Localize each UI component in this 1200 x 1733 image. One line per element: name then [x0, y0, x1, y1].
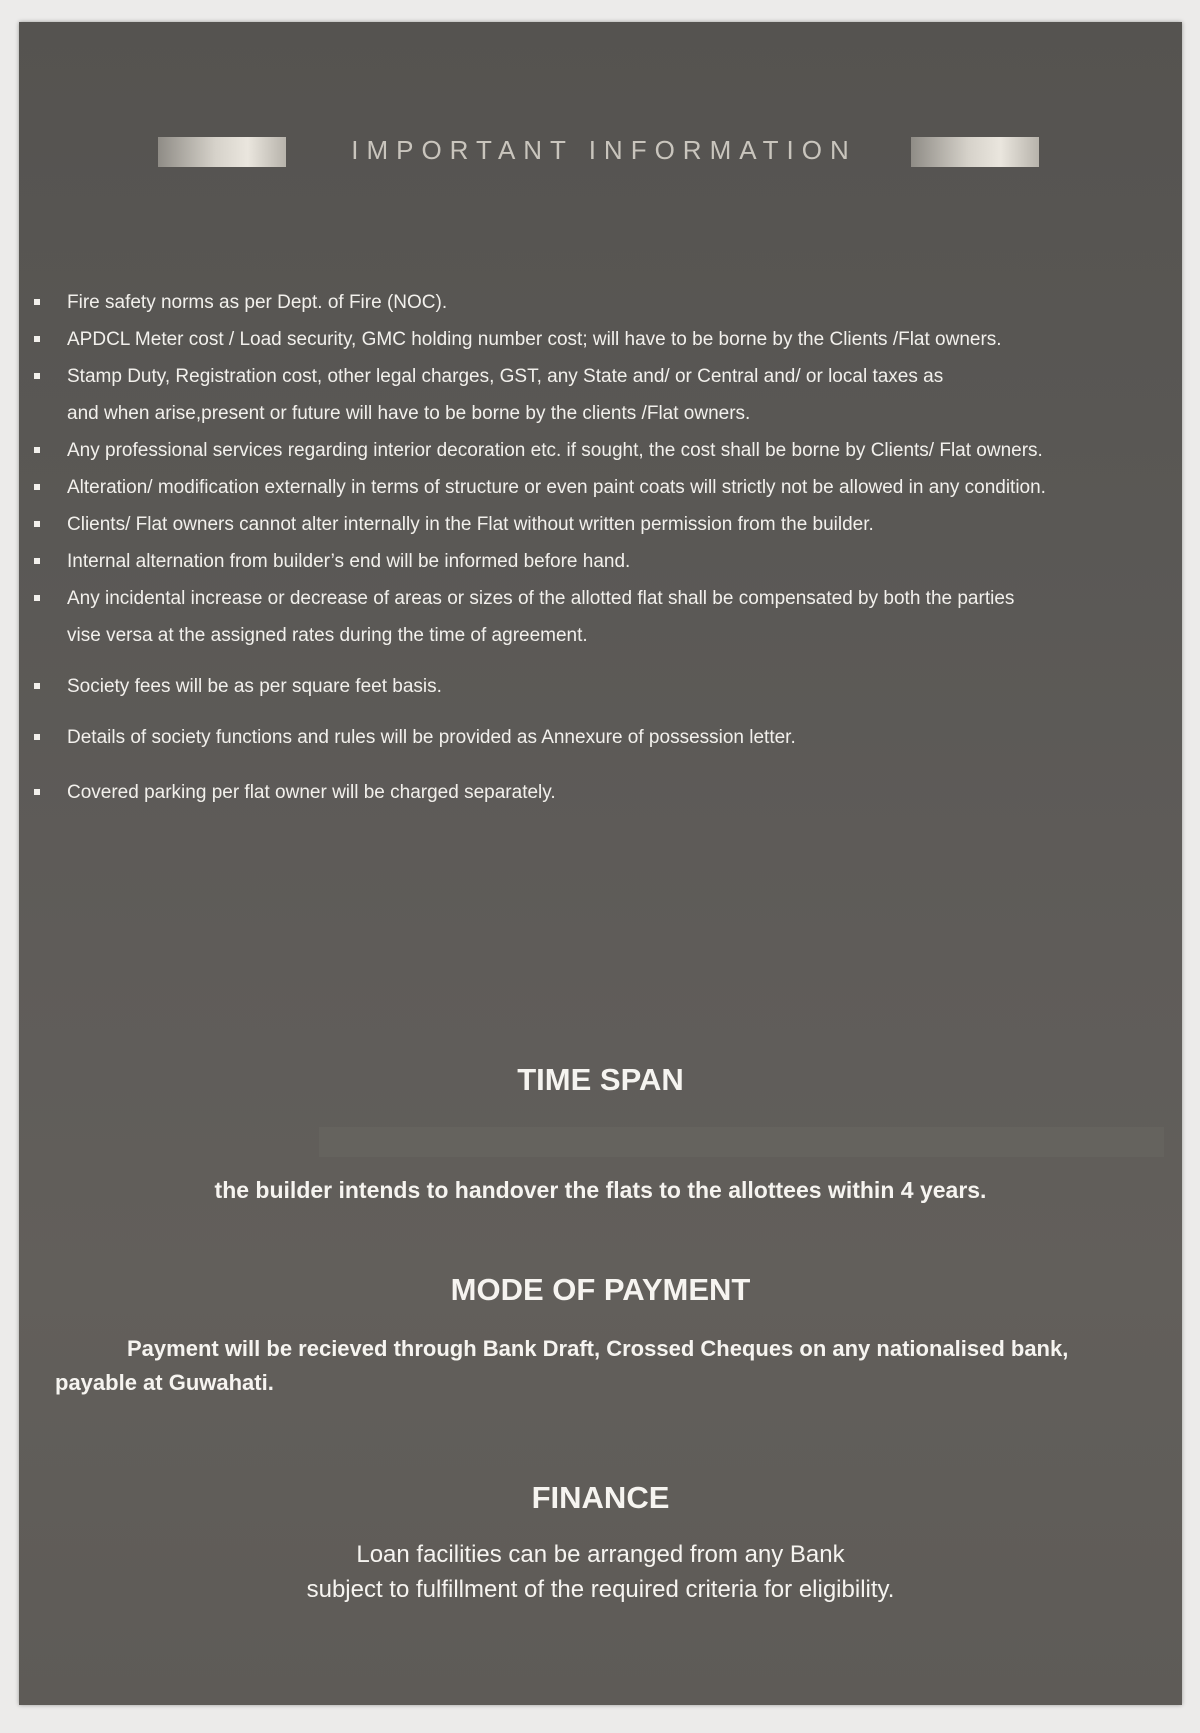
- time-span-heading: TIME SPAN: [517, 1062, 684, 1097]
- finance-heading: FINANCE: [531, 1480, 670, 1515]
- decorative-band: [319, 1127, 1164, 1157]
- bullet-icon: [34, 789, 40, 795]
- bullet-text: Internal alternation from builder’s end will be informed before hand.: [67, 551, 631, 572]
- bullet-icon: [34, 683, 40, 689]
- payment-text: Payment will be recieved through Bank Draft, Crossed Cheques on any nationalised bank, payable at Guwahati.: [55, 1336, 1069, 1395]
- bullet-item: [19, 719, 1169, 756]
- bullet-text: Fire safety norms as per Dept. of Fire (NOC).: [67, 292, 448, 313]
- bullet-text-continued: and when arise,present or future will have to be borne by the clients /Flat owners.: [67, 403, 751, 424]
- time-span-text: the builder intends to handover the flats to the allottees within 4 years.: [214, 1177, 987, 1203]
- finance-line-2: subject to fulfillment of the required criteria for eligibility.: [306, 1576, 895, 1603]
- bullet-item: [19, 543, 1169, 580]
- bullet-item: [19, 321, 1169, 358]
- bullet-item: [19, 506, 1169, 543]
- finance-line-1: Loan facilities can be arranged from any Bank: [356, 1541, 845, 1568]
- bullet-text: Stamp Duty, Registration cost, other legal charges, GST, any State and/ or Central and/ or local taxes as: [67, 366, 944, 387]
- bullet-icon: [34, 734, 40, 740]
- bullet-item: [19, 432, 1169, 469]
- bullet-text: Society fees will be as per square feet basis.: [67, 676, 442, 697]
- bullet-icon: [34, 373, 40, 379]
- bullet-text: Clients/ Flat owners cannot alter internally in the Flat without written permission from the builder.: [67, 514, 874, 535]
- bullet-item: [19, 284, 1169, 321]
- finance-text: [19, 1537, 1182, 1607]
- payment-heading: MODE OF PAYMENT: [450, 1272, 751, 1307]
- bullet-icon: [34, 595, 40, 601]
- bullet-item: [19, 774, 1169, 811]
- bullet-icon: [34, 521, 40, 527]
- bullet-text: Covered parking per flat owner will be charged separately.: [67, 782, 556, 803]
- title-decor-bar-right: [911, 137, 1039, 167]
- bullet-text: APDCL Meter cost / Load security, GMC holding number cost; will have to be borne by the Clients /Flat owners.: [67, 329, 1002, 350]
- title-decor-bar-left: [158, 137, 286, 167]
- page-title: IMPORTANT INFORMATION: [351, 135, 857, 165]
- bullet-icon: [34, 336, 40, 342]
- bullet-icon: [34, 299, 40, 305]
- title-row: [19, 117, 1182, 165]
- bullet-item: [19, 469, 1169, 506]
- info-bullet-list: [19, 284, 1169, 811]
- bullet-icon: [34, 558, 40, 564]
- bullet-item: [19, 580, 1169, 654]
- bullet-item: [19, 358, 1169, 432]
- document-sheet: [19, 22, 1182, 1705]
- bullet-icon: [34, 484, 40, 490]
- bullet-item: [19, 668, 1169, 705]
- bullet-text: Any professional services regarding interior decoration etc. if sought, the cost shall be borne by Clients/ Flat owners.: [67, 440, 1043, 461]
- bullet-text: Details of society functions and rules will be provided as Annexure of possession letter.: [67, 727, 796, 748]
- bullet-text-continued: vise versa at the assigned rates during the time of agreement.: [67, 625, 588, 646]
- bullet-text: Any incidental increase or decrease of areas or sizes of the allotted flat shall be compensated by both the parties: [67, 588, 1015, 609]
- bullet-icon: [34, 447, 40, 453]
- bullet-text: Alteration/ modification externally in terms of structure or even paint coats will strictly not be allowed in any condition.: [67, 477, 1046, 498]
